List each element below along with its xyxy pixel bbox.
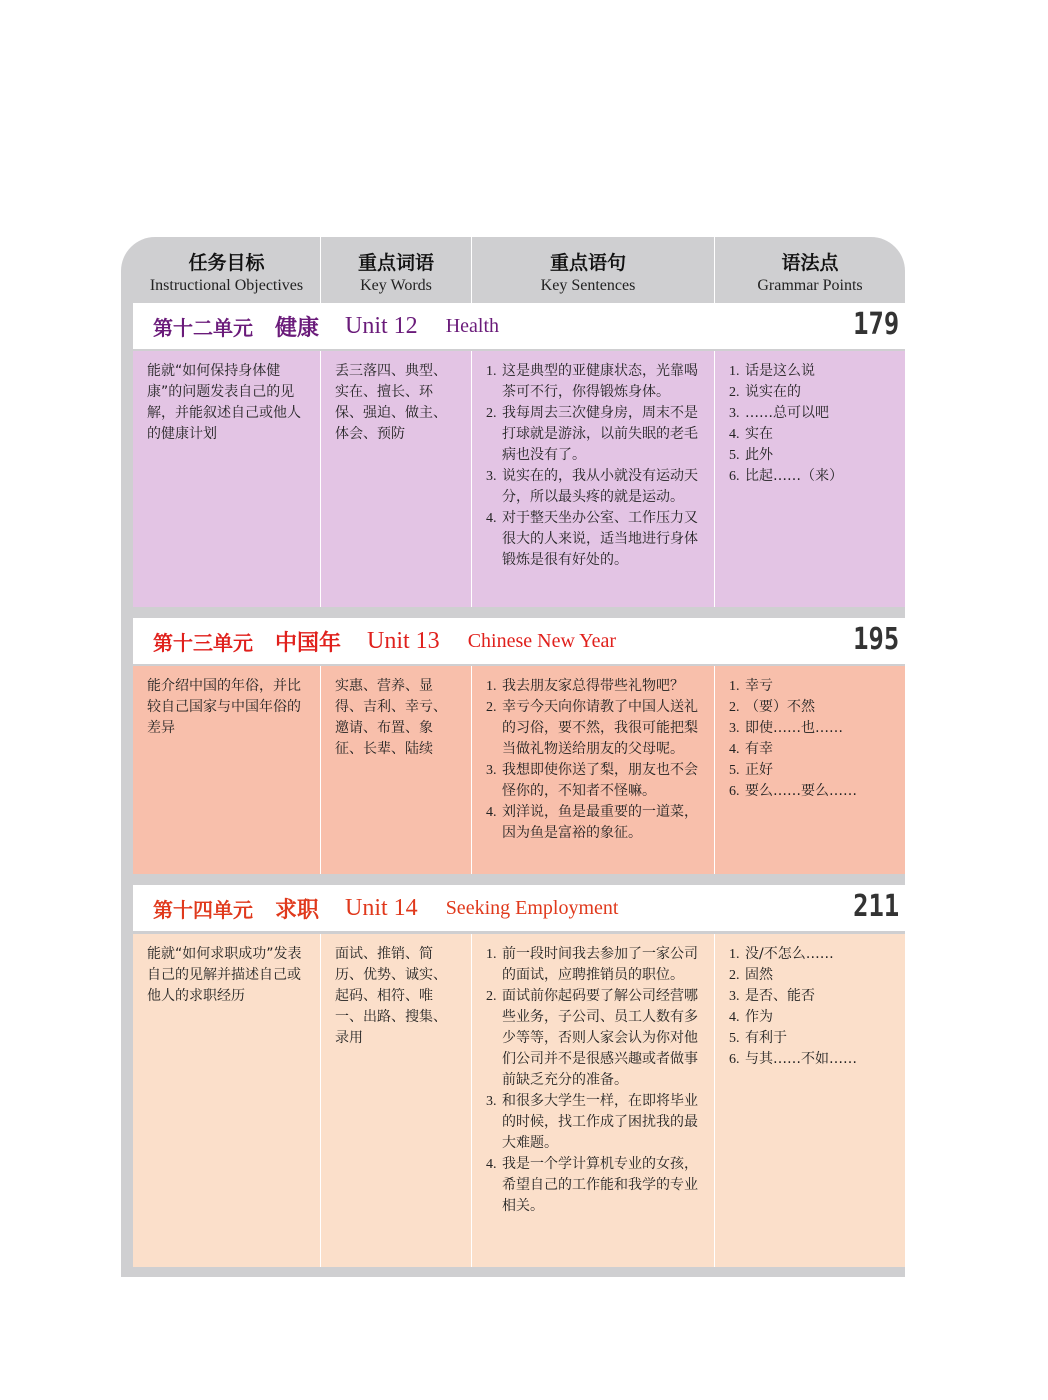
sentences-cell — [472, 351, 715, 607]
unit-12-row — [133, 351, 905, 607]
grammar-cell — [715, 934, 905, 1267]
unit-13-title-bar — [133, 618, 905, 664]
objective-cell: 能就“如何求职成功”发表自己的见解并描述自己或他人的求职经历 — [133, 934, 321, 1267]
unit-title-zh: 中国年 — [275, 630, 342, 656]
sentence-item: 2. 幸亏今天向你请教了中国人送礼的习俗，要不然，我很可能把梨当做礼物送给朋友的父母呢。 — [486, 699, 698, 757]
header-en: Instructional Objectives — [149, 277, 304, 294]
grammar-item: 6. 比起……（来） — [729, 468, 843, 484]
grammar-item: 5. 有利于 — [729, 1030, 787, 1046]
sentence-item: 4. 对于整天坐办公室、工作压力又很大的人来说，适当地进行身体锻炼是很有好处的。 — [486, 510, 698, 568]
table-header — [133, 237, 905, 303]
grammar-item: 3. 是否、能否 — [729, 988, 815, 1004]
sentence-item: 4. 我是一个学计算机专业的女孩，希望自己的工作能和我学的专业相关。 — [486, 1156, 698, 1214]
header-en: Grammar Points — [757, 277, 863, 294]
objective-cell: 能介绍中国的年俗，并比较自己国家与中国年俗的差异 — [133, 666, 321, 874]
grammar-item: 2. 说实在的 — [729, 384, 801, 400]
unit-title-en: Chinese New Year — [467, 629, 616, 652]
grammar-item: 1. 没/不怎么…… — [729, 946, 834, 962]
sentence-item: 2. 我每周去三次健身房，周末不是打球就是游泳，以前失眠的老毛病也没有了。 — [486, 405, 698, 463]
sentence-item: 3. 说实在的，我从小就没有运动天分，所以最头疼的就是运动。 — [486, 468, 698, 505]
unit-number: Unit 14 — [345, 894, 418, 921]
header-keywords — [321, 237, 472, 303]
grammar-item: 2. 固然 — [729, 967, 773, 983]
unit-14-row — [133, 934, 905, 1267]
unit-title-zh: 健康 — [275, 315, 320, 341]
sentence-item: 4. 刘洋说，鱼是最重要的一道菜，因为鱼是富裕的象征。 — [486, 804, 698, 841]
sentence-item: 3. 我想即使你送了梨，朋友也不会怪你的，不知者不怪嘛。 — [486, 762, 698, 799]
grammar-item: 4. 作为 — [729, 1009, 773, 1025]
grammar-item: 3. ……总可以吧 — [729, 405, 829, 421]
grammar-cell — [715, 351, 905, 607]
sentences-cell — [472, 934, 715, 1267]
grammar-item: 4. 实在 — [729, 426, 773, 442]
sentences-cell — [472, 666, 715, 874]
unit-13-row — [133, 666, 905, 874]
grammar-item: 6. 要么……要么…… — [729, 783, 857, 799]
sentence-item: 2. 面试前你起码要了解公司经营哪些业务，子公司、员工人数有多少等等，否则人家会认为你对他们公司并不是很感兴趣或者做事前缺乏充分的准备。 — [486, 988, 698, 1088]
unit-page-number[interactable]: 211 — [852, 889, 899, 924]
grammar-item: 4. 有幸 — [729, 741, 773, 757]
keywords-cell: 丢三落四、典型、实在、擅长、环保、强迫、做主、体会、预防 — [321, 351, 472, 607]
grammar-item: 2. （要）不然 — [729, 699, 815, 715]
header-zh: 语法点 — [781, 252, 839, 274]
unit-page-number[interactable]: 195 — [852, 622, 899, 657]
unit-label: 第十四单元 — [153, 897, 253, 922]
header-zh: 重点语句 — [549, 252, 626, 274]
unit-number: Unit 13 — [367, 627, 440, 654]
grammar-item: 6. 与其……不如…… — [729, 1051, 857, 1067]
unit-title-zh: 求职 — [275, 897, 320, 923]
unit-12-title-bar — [133, 303, 905, 349]
header-sentences — [472, 237, 715, 303]
header-grammar — [715, 237, 905, 303]
grammar-cell — [715, 666, 905, 874]
sentence-item: 3. 和很多大学生一样，在即将毕业的时候，找工作成了困扰我的最大难题。 — [486, 1093, 698, 1151]
unit-title-en: Health — [445, 314, 499, 337]
contents-table — [121, 237, 905, 1277]
grammar-item: 1. 幸亏 — [729, 678, 773, 694]
sentence-item: 1. 这是典型的亚健康状态，光靠喝茶可不行，你得锻炼身体。 — [486, 363, 698, 400]
unit-label: 第十二单元 — [153, 315, 253, 340]
sentence-item: 1. 我去朋友家总得带些礼物吧？ — [486, 678, 684, 694]
unit-page-number[interactable]: 179 — [852, 307, 899, 342]
header-en: Key Words — [360, 277, 432, 294]
unit-number: Unit 12 — [345, 312, 418, 339]
header-en: Key Sentences — [540, 277, 636, 294]
grammar-item: 1. 话是这么说 — [729, 363, 815, 379]
grammar-item: 5. 正好 — [729, 762, 773, 778]
header-zh: 任务目标 — [188, 252, 265, 274]
objective-cell: 能就“如何保持身体健康”的问题发表自己的见解，并能叙述自己或他人的健康计划 — [133, 351, 321, 607]
keywords-cell: 实惠、营养、显得、吉利、幸亏、邀请、布置、象征、长辈、陆续 — [321, 666, 472, 874]
keywords-cell: 面试、推销、简历、优势、诚实、起码、相符、唯一、出路、搜集、录用 — [321, 934, 472, 1267]
sentence-item: 1. 前一段时间我去参加了一家公司的面试，应聘推销员的职位。 — [486, 946, 698, 983]
grammar-item: 5. 此外 — [729, 447, 773, 463]
unit-title-en: Seeking Employment — [445, 896, 619, 919]
grammar-item: 3. 即使……也…… — [729, 720, 843, 736]
unit-14-title-bar — [133, 885, 905, 931]
unit-label: 第十三单元 — [153, 630, 253, 655]
header-objectives — [133, 237, 321, 303]
header-zh: 重点词语 — [357, 252, 434, 274]
